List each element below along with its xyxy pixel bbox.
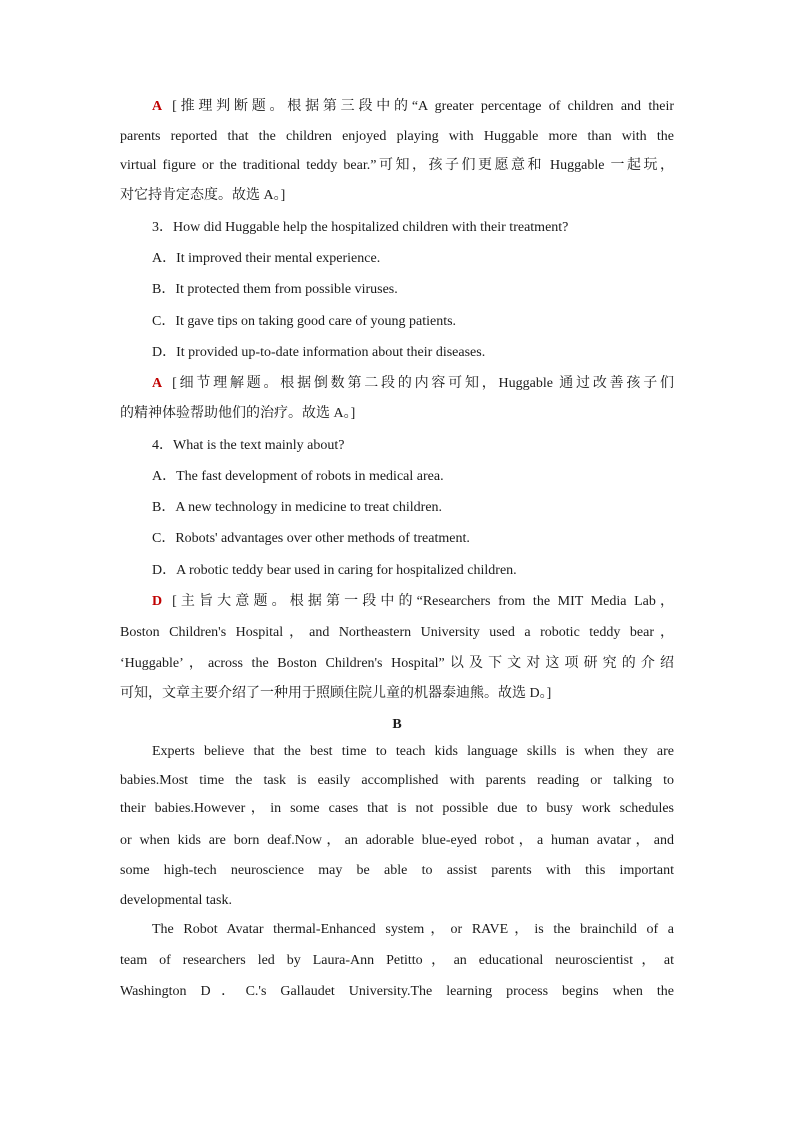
q3-question: 3．How did Huggable help the hospitalized children with their treatment? (152, 220, 569, 235)
q4-explain-line-1: D [主旨大意题。根据第一段中的“Researchers from the MIT Media Lab， (152, 594, 674, 609)
q4-option-a: A．The fast development of robots in medical area. (152, 469, 444, 484)
para1-line-4: or when kids are born deaf.Now，an adorable blue-eyed robot，a human avatar，and (120, 833, 674, 848)
q3-option-a: A．It improved their mental experience. (152, 251, 381, 266)
q4-option-b: B．A new technology in medicine to treat children. (152, 500, 443, 515)
q4-answer: D (152, 594, 163, 609)
para1-line-2: babies.Most time the task is easily accomplished with parents reading or talking to (120, 773, 674, 788)
q3-answer: A (152, 376, 163, 391)
q3-option-c: C．It gave tips on taking good care of young patients. (152, 314, 457, 329)
para1-line-5: some high-tech neuroscience may be able to assist parents with this important (120, 863, 674, 878)
q2-explain-line-2: parents reported that the children enjoyed playing with Huggable more than with the (120, 129, 674, 144)
q2-explain-line-3: virtual figure or the traditional teddy bear.”可知，孩子们更愿意和 Huggable 一起玩， (120, 158, 674, 173)
para1-line-3: their babies.However，in some cases that is not possible due to busy work schedules (120, 801, 674, 816)
q2-explain-line-4: 对它持肯定态度。故选 A。] (120, 188, 286, 203)
para2-line-2: team of researchers led by Laura-Ann Petitto，an educational neuroscientist，at (120, 953, 674, 968)
q2-answer: A (152, 99, 163, 114)
q3-option-b: B．It protected them from possible viruses. (152, 282, 398, 297)
q3-option-d: D．It provided up-to-date information about their diseases. (152, 345, 486, 360)
q4-option-d: D．A robotic teddy bear used in caring for hospitalized children. (152, 563, 517, 578)
q4-explain-line-2: Boston Children's Hospital，and Northeastern University used a robotic teddy bear， (120, 625, 674, 640)
para2-line-3: Washington D．C.'s Gallaudet University.The learning process begins when the (120, 984, 674, 999)
section-heading: B (392, 717, 402, 732)
q3-explain-line-2: 的精神体验帮助他们的治疗。故选 A。] (120, 406, 356, 421)
q3-explain-line-1: A [细节理解题。根据倒数第二段的内容可知，Huggable 通过改善孩子们 (152, 376, 674, 391)
q4-question: 4．What is the text mainly about? (152, 438, 345, 453)
q4-explain-line-4: 可知，文章主要介绍了一种用于照顾住院儿童的机器泰迪熊。故选 D。] (120, 686, 552, 701)
q4-option-c: C．Robots' advantages over other methods of treatment. (152, 531, 470, 546)
para1-line-6: developmental task. (120, 893, 232, 908)
q2-explain-line-1: A [推理判断题。根据第三段中的“A greater percentage of children and their (152, 99, 674, 114)
para1-line-1: Experts believe that the best time to teach kids language skills is when they are (152, 744, 674, 759)
q4-explain-line-3: ‘Huggable’，across the Boston Children's Hospital”以及下文对这项研究的介绍 (120, 656, 674, 671)
para2-line-1: The Robot Avatar thermal-Enhanced system，or RAVE，is the brainchild of a (152, 922, 674, 937)
